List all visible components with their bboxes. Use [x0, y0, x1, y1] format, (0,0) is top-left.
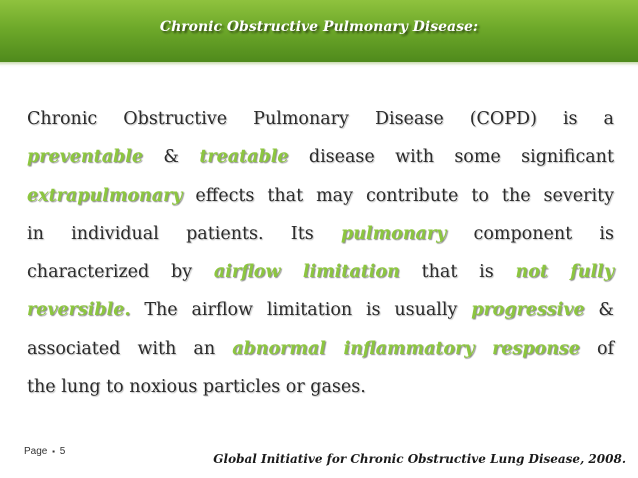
page-number-value: 5 [59, 446, 66, 457]
highlight-not-fully: not fully [515, 262, 614, 283]
citation: Global Initiative for Chronic Obstructive Lung Disease, 2008. [213, 452, 626, 466]
body-text: & [584, 300, 614, 321]
highlight-reversible: reversible. [27, 300, 131, 321]
body-text: characterized by [27, 262, 214, 283]
body-text: Chronic Obstructive Pulmonary Disease (COPD) is a [27, 109, 614, 129]
highlight-abnormal-inflammatory-response: abnormal inflammatory response [232, 338, 580, 359]
body-line-4 [27, 215, 614, 253]
body-line-8 [27, 368, 614, 406]
body-text: associated with an [27, 338, 233, 359]
body-text: that is [399, 262, 516, 283]
body-line-5 [27, 253, 614, 291]
slide-title: Chronic Obstructive Pulmonary Disease: [159, 19, 479, 35]
body-line-1 [27, 100, 614, 138]
page-label: Page [24, 446, 48, 457]
body-line-7 [27, 330, 614, 368]
highlight-airflow-limitation: airflow limitation [213, 262, 400, 283]
body-text: & [143, 147, 200, 168]
title-bar-divider [0, 62, 638, 66]
highlight-pulmonary: pulmonary [341, 223, 447, 244]
body-text: component is [446, 223, 614, 244]
highlight-progressive: progressive [471, 300, 585, 321]
body-text: The airflow limitation is usually [130, 300, 472, 321]
highlight-extrapulmonary: extrapulmonary [27, 185, 183, 206]
body-text: of [579, 338, 615, 359]
highlight-preventable: preventable [27, 147, 144, 168]
body-line-3 [27, 177, 614, 215]
body-line-6 [27, 291, 614, 329]
body-text: disease with some significant [288, 147, 614, 168]
body-line-2 [27, 138, 614, 176]
body-text: in individual patients. Its [27, 223, 342, 244]
body-text: the lung to noxious particles or gases. [27, 377, 366, 398]
slide-body [27, 100, 614, 406]
page-number [24, 446, 65, 457]
highlight-treatable: treatable [199, 147, 289, 168]
body-text: effects that may contribute to the severity [182, 185, 614, 206]
bullet-icon: ▪ [52, 447, 55, 456]
